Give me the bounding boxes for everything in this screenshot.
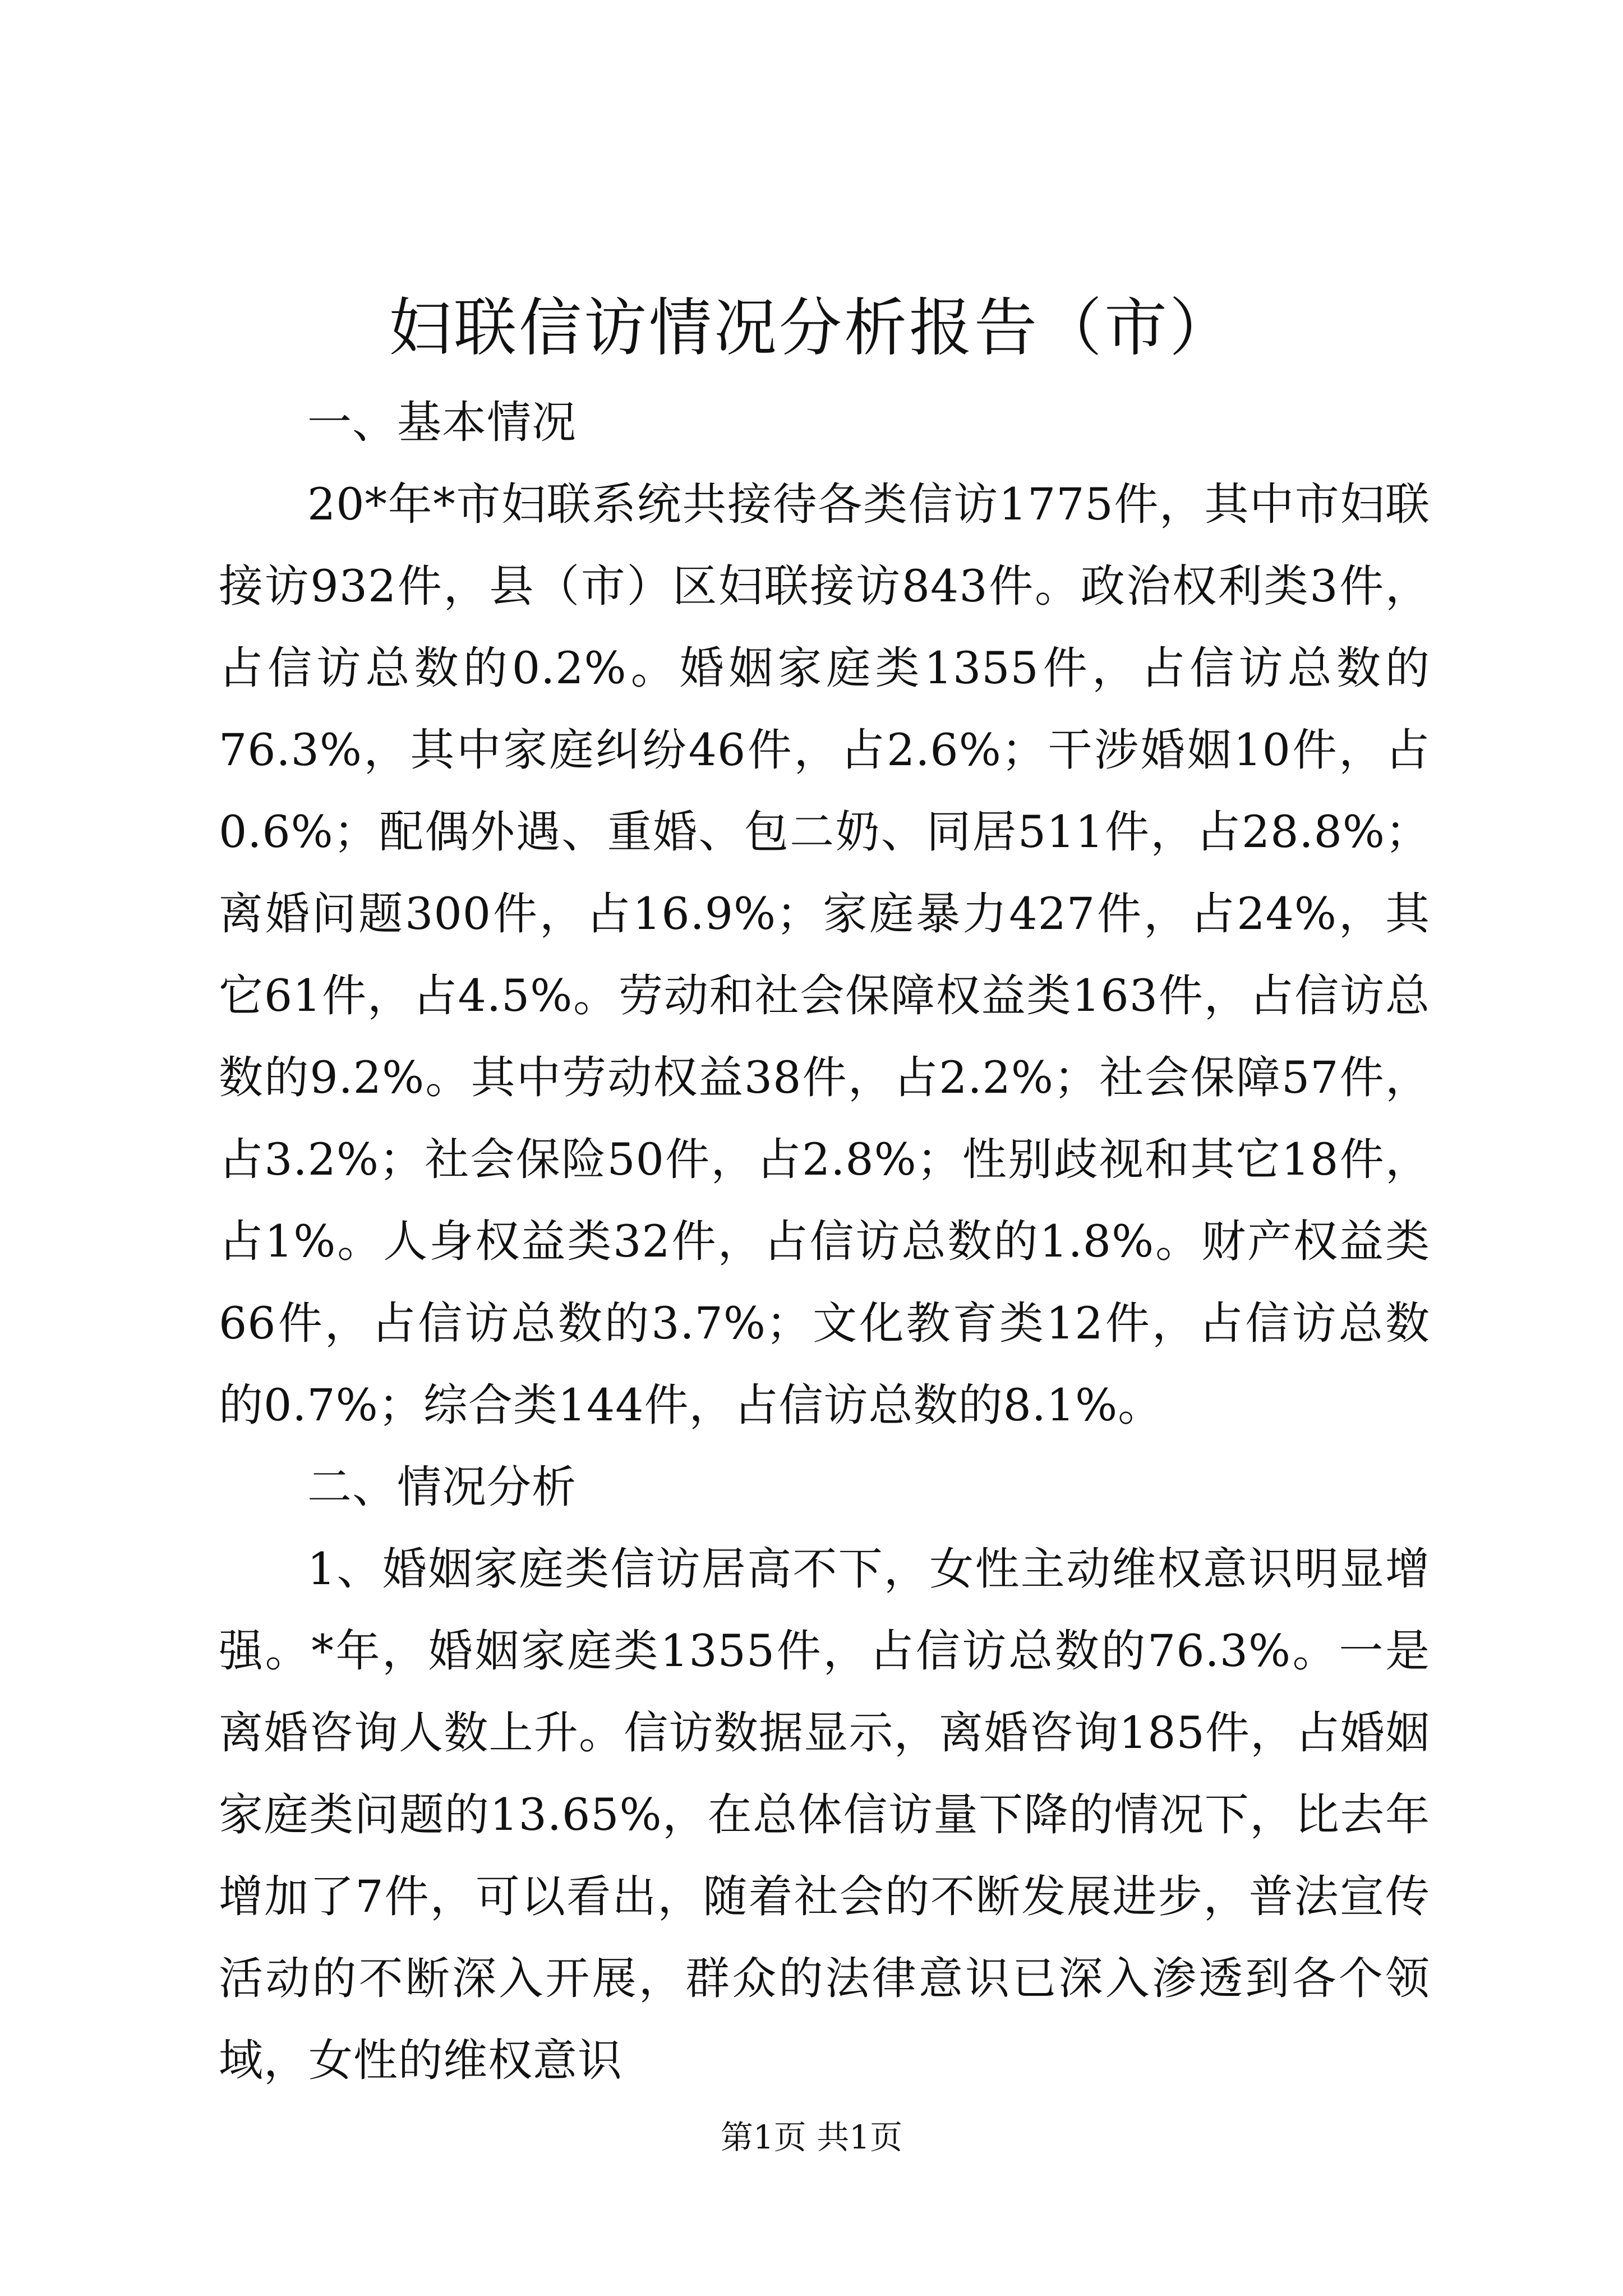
section-paragraph-analysis: 1、婚姻家庭类信访居高不下，女性主动维权意识明显增强。*年，婚姻家庭类1355件，占信访总数的76.3%。一是离婚咨询人数上升。信访数据显示，离婚咨询185件，占婚姻家庭类问题的13.65%，在总体信访量下降的情况下，比去年增加了7件，可以看出，随着社会的不断发展进步，普法宣传活动的不断深入开展，群众的法律意识已深入渗透到各个领域，女性的维权意识 bbox=[219, 1543, 1430, 2086]
section-heading-analysis: 二、情况分析 bbox=[307, 1461, 577, 1513]
section-paragraph-basic: 20*年*市妇联系统共接待各类信访1775件，其中市妇联接访932件，县（市）区妇联接访843件。政治权利类3件，占信访总数的0.2%。婚姻家庭类1355件，占信访总数的76.3%，其中家庭纠纷46件，占2.6%；干涉婚姻10件，占0.6%；配偶外遇、重婚、包二奶、同居511件，占28.8%；离婚问题300件，占16.9%；家庭暴力427件，占24%，其它61件，占4.5%。劳动和社会保障权益类163件，占信访总数的9.2%。其中劳动权益38件，占2.2%；社会保障57件，占3.2%；社会保险50件，占2.8%；性别歧视和其它18件，占1%。人身权益类32件，占信访总数的1.8%。财产权益类66件，占信访总数的3.7%；文化教育类12件，占信访总数的0.7%；综合类144件，占信访总数的8.1%。 bbox=[219, 478, 1430, 1431]
section-heading-basic: 一、基本情况 bbox=[307, 397, 577, 448]
page-footer: 第1页 共1页 bbox=[720, 2118, 903, 2156]
document-title: 妇联信访情况分析报告（市） bbox=[389, 292, 1234, 365]
document-body bbox=[219, 381, 1430, 2101]
